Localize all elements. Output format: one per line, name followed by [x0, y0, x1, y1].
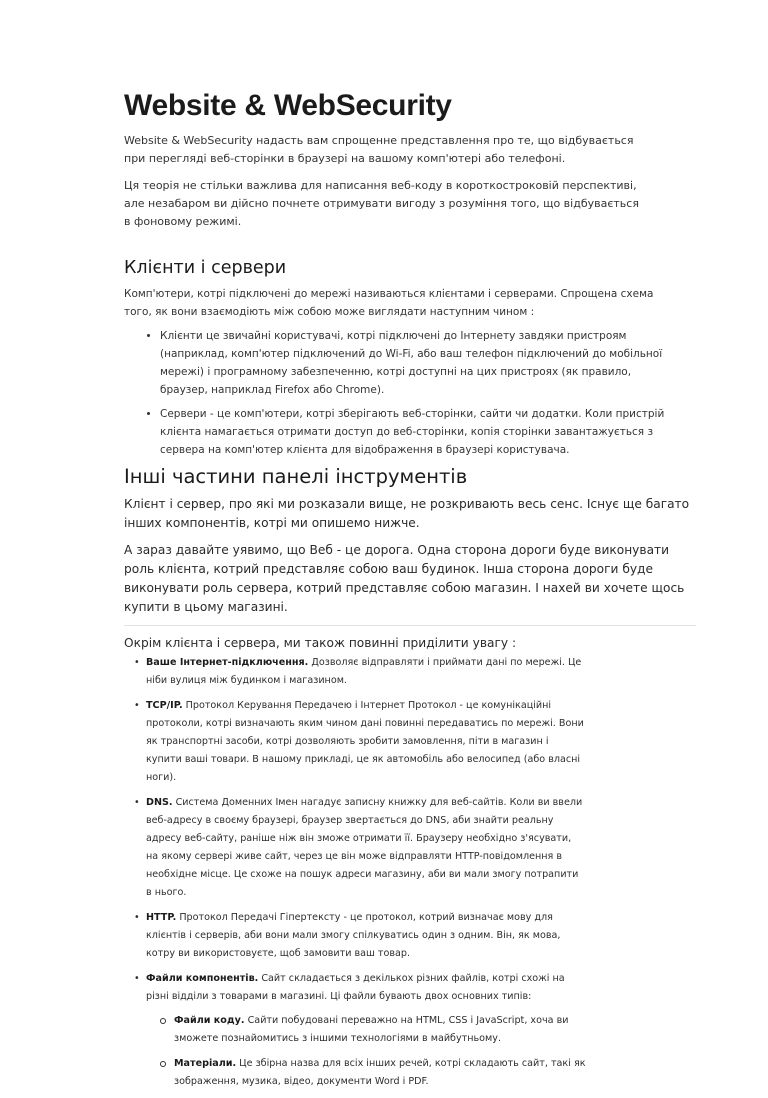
section-heading-other-parts: Інші частини панелі інструментів	[124, 465, 468, 488]
section3-lead: Окрім клієнта і сервера, ми також повинні приділити увагу :	[124, 636, 517, 650]
description-http: Протокол Передачі Гіпертексту - це протокол, котрий визначає мову для клієнтів і серверів, аби вони мали змогу спілкуватись один з одним. Він, як мова, котру ви використовуєте, щоб замовити ваш товар.	[146, 912, 561, 959]
description-tcp-ip: Протокол Керування Передачею і Інтернет Протокол - це комунікаційні протоколи, котрі визначають яким чином дані повинні передаватись по мережі. Вони як транспортні засоби, котрі дозволяють зробити замовлення, піти в магазин і купити ваші товари. В нашому прикладі, це як автомобіль або велосипед (або власні ноги).	[146, 700, 584, 783]
section2-paragraph-2: А зараз давайте уявимо, що Веб - це дорога. Одна сторона дороги буде виконувати роль клієнта, котрий представляє собою ваш будинок. Інша сторона дороги буде виконувати роль сервера, котрий представляє собою магазин. І нахей ви хочете щось купити в цьому магазині.	[124, 543, 685, 614]
divider	[124, 625, 696, 626]
section1-list	[124, 327, 678, 459]
document-page	[124, 88, 696, 1098]
term-tcp-ip: TCP/IP.	[146, 700, 183, 711]
term-dns: DNS.	[146, 797, 173, 808]
intro-paragraph-2: Ця теорія не стільки важлива для написання веб-коду в короткостроковій перспективі, але незабаром ви дійсно почнете отримувати вигоду з розуміння того, що відбувається в фоновому режимі.	[124, 179, 639, 228]
term-code-files: Файли коду.	[174, 1015, 245, 1026]
list-item-tcp-ip	[134, 697, 586, 787]
description-code-files: Сайти побудовані переважно на HTML, CSS і JavaScript, хоча ви зможете познайомитись з іншими технологіями в майбутньому.	[174, 1015, 569, 1044]
sublist-item-assets	[160, 1055, 586, 1091]
section-heading-clients-servers: Клієнти і сервери	[124, 258, 287, 278]
description-assets: Це збірна назва для всіх інших речей, котрі складають сайт, такі як зображення, музика, відео, документи Word і PDF.	[174, 1058, 586, 1087]
description-component-files: Сайт складається з декількох різних файлів, котрі схожі на різні відділи з товарами в магазині. Ці файли бувають двох основних типів:	[146, 973, 565, 1002]
description-dns: Система Доменних Імен нагадує записну книжку для веб-сайтів. Коли ви ввели веб-адресу в своєму браузері, браузер звертається до DNS, аби знайти реальну адресу веб-сайту, раніше ніж він зможе отримати її. Браузеру необхідно з'ясувати, на якому сервері живе сайт, через це він може відправляти HTTP-повідомлення в необхідне місце. Це схоже на пошук адреси магазину, аби ви мали змогу потрапити в нього.	[146, 797, 583, 898]
section2-paragraph-1: Клієнт і сервер, про які ми розказали вище, не розкривають весь сенс. Існує ще багато інших компонентів, котрі ми опишемо нижче.	[124, 497, 690, 530]
list-item-component-files	[134, 970, 586, 1091]
term-http: HTTP.	[146, 912, 177, 923]
list-item-internet-connection	[134, 654, 586, 690]
term-internet-connection: Ваше Інтернет-підключення.	[146, 657, 309, 668]
sublist-item-code-files	[160, 1012, 586, 1048]
term-assets: Матеріали.	[174, 1058, 237, 1069]
components-list	[124, 654, 586, 1091]
list-item-http	[134, 909, 586, 963]
description-internet-connection: Дозволяє відправляти і приймати дані по мережі. Це ніби вулиця між будинком і магазином.	[146, 657, 582, 686]
list-item-clients: • Клієнти це звичайні користувачі, котрі підключені до Інтернету завдяки пристроям (наприклад, комп'ютер підключений до Wi-Fi, або ваш телефон підключений до мобільної мережі) і програмному забезпеченню, котрі доступні на цих пристроях (як правило, браузер, наприклад Firefox або Chrome).	[160, 327, 678, 399]
page-title: Website & WebSecurity	[124, 89, 452, 122]
section1-paragraph: Комп'ютери, котрі підключені до мережі називаються клієнтами і серверами. Спрощена схема того, як вони взаємодіють між собою може виглядати наступним чином :	[124, 288, 654, 318]
intro-paragraph-1: Website & WebSecurity надасть вам спрощенне представлення про те, що відбувається при перегляді веб-сторінки в браузері на вашому комп'ютері або телефоні.	[124, 134, 634, 165]
list-item-dns	[134, 794, 586, 902]
list-item-servers: • Сервери - це комп'ютери, котрі зберігають веб-сторінки, сайти чи додатки. Коли пристрій клієнта намагається отримати доступ до веб-сторінки, копія сторінки завантажується з сервера на комп'ютер клієнта для відображення в браузері користувача.	[160, 405, 678, 459]
term-component-files: Файли компонентів.	[146, 973, 259, 984]
